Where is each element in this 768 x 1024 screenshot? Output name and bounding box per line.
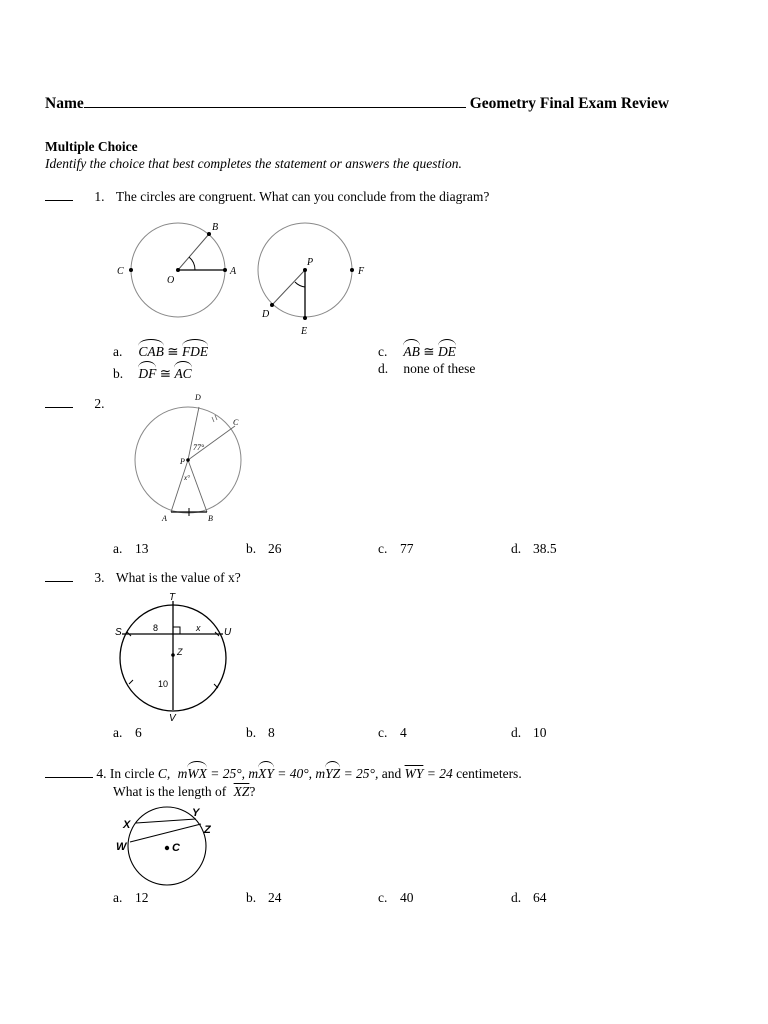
section-instructions: Identify the choice that best completes the statement or answers the question. xyxy=(45,156,462,171)
question-1 xyxy=(45,188,489,205)
q2-diagram xyxy=(125,390,260,530)
q3-label-s: S xyxy=(115,627,122,638)
q4-arc-xy: XY xyxy=(258,762,274,782)
q3-label-10: 10 xyxy=(158,679,169,689)
question-2 xyxy=(45,395,105,412)
q4-choice-b[interactable]: b. 24 xyxy=(246,890,282,905)
q1-diagram xyxy=(100,210,380,340)
q1-a-arc-left: CAB xyxy=(138,340,164,360)
q1-point-b xyxy=(207,232,211,236)
answer-blank-3[interactable] xyxy=(45,569,73,582)
q3-choice-d[interactable]: d. 10 xyxy=(511,725,547,740)
q1-angle-arc-o xyxy=(189,257,195,270)
q2-arc-tick-1 xyxy=(212,417,214,422)
q4-arc-yz: YZ xyxy=(325,762,340,782)
q3-point-z xyxy=(171,653,175,657)
q2-label-x: x° xyxy=(184,474,190,482)
q2-radius-pa xyxy=(171,460,188,512)
q1-point-p xyxy=(303,268,307,272)
question-3 xyxy=(45,569,241,586)
q2-choice-a[interactable]: a. 13 xyxy=(113,541,149,556)
question-text-1: The circles are congruent. What can you conclude from the diagram? xyxy=(115,189,490,204)
q1-point-c xyxy=(129,268,133,272)
q2-choice-c[interactable]: c. 77 xyxy=(378,541,414,556)
page-header xyxy=(45,93,745,113)
q4-chord-wz xyxy=(130,824,201,842)
q1-point-e xyxy=(303,316,307,320)
q4-segment-wy: $\overline{WY}$ xyxy=(404,766,424,781)
question-4: 4. In circle C, mWX = 25°, mXY = 40°, mYZ = 25°, and $\overline{WY} = 24$ centimeters. xyxy=(45,762,522,782)
name-label: Name xyxy=(45,95,84,112)
q2-label-c: C xyxy=(233,418,239,427)
page-title: Geometry Final Exam Review xyxy=(469,95,670,112)
q1-point-f xyxy=(350,268,354,272)
q4-chord-xy xyxy=(136,819,196,823)
section-title: Multiple Choice xyxy=(45,139,138,154)
q3-label-8: 8 xyxy=(153,623,159,633)
question-number-1: 1. xyxy=(94,189,105,204)
q3-choice-a[interactable]: a. 6 xyxy=(113,725,142,740)
q4-choice-c[interactable]: c. 40 xyxy=(378,890,414,905)
q3-choice-b[interactable]: b. 8 xyxy=(246,725,275,740)
q4-choice-d[interactable]: d. 64 xyxy=(511,890,547,905)
q1-choice-a[interactable]: a. CAB ≅ FDE xyxy=(113,340,208,360)
q1-label-c: C xyxy=(117,266,124,277)
q4-segment-xz: $\overline{XZ}$ xyxy=(233,784,250,799)
q2-point-p xyxy=(186,458,190,462)
question-number-4: 4. xyxy=(96,766,107,781)
q1-radius-ob xyxy=(178,234,209,270)
q2-radius-pb xyxy=(188,460,207,512)
q1-c-arc-right: DE xyxy=(438,340,456,360)
q1-label-e: E xyxy=(301,326,308,337)
q1-point-o xyxy=(176,268,180,272)
q1-choice-d[interactable]: d. none of these xyxy=(378,361,476,376)
q4-label-c: C xyxy=(172,842,180,854)
q1-b-arc-left: DF xyxy=(138,362,156,382)
q3-label-z: Z xyxy=(177,647,183,657)
q1-label-f: F xyxy=(358,266,365,277)
q3-tick-1 xyxy=(129,680,133,684)
question-4-line-2: What is the length of $\overline{XZ}$? xyxy=(113,784,256,799)
q1-point-a xyxy=(223,268,227,272)
question-number-3: 3. xyxy=(94,570,105,585)
q2-label-a: A xyxy=(162,514,167,523)
q1-choice-b[interactable]: b. DF ≅ AC xyxy=(113,362,192,382)
q3-right-angle xyxy=(173,627,180,634)
q4-label-y: Y xyxy=(192,807,200,819)
q1-label-d: D xyxy=(262,309,270,320)
q2-label-d: D xyxy=(195,393,201,402)
q3-label-t: T xyxy=(169,592,176,603)
q2-radius-pd xyxy=(188,407,199,460)
q4-label-w: W xyxy=(116,841,127,853)
name-blank-line[interactable] xyxy=(84,93,466,108)
answer-blank-2[interactable] xyxy=(45,395,73,408)
q2-label-angle: 77° xyxy=(193,443,205,452)
q1-angle-arc-p xyxy=(295,282,305,287)
q4-point-c xyxy=(165,846,169,850)
q1-point-d xyxy=(270,303,274,307)
q1-choice-c[interactable]: c. AB ≅ DE xyxy=(378,340,456,360)
q4-label-x: X xyxy=(123,819,131,831)
answer-blank-4[interactable] xyxy=(45,765,93,778)
q2-label-p: P xyxy=(180,457,185,466)
q2-choice-d[interactable]: d. 38.5 xyxy=(511,541,557,556)
q3-diagram xyxy=(110,588,240,724)
q1-radius-pd xyxy=(272,270,305,305)
question-number-2: 2. xyxy=(94,396,105,411)
q1-a-arc-right: FDE xyxy=(182,340,208,360)
q2-choice-b[interactable]: b. 26 xyxy=(246,541,282,556)
answer-blank-1[interactable] xyxy=(45,188,73,201)
q1-label-o: O xyxy=(167,275,175,286)
q3-label-v: V xyxy=(169,713,176,724)
question-text-3: What is the value of x? xyxy=(115,570,241,585)
q2-label-b: B xyxy=(208,514,213,523)
q4-choice-a[interactable]: a. 12 xyxy=(113,890,149,905)
q1-label-p: P xyxy=(307,257,314,268)
q3-label-x: x xyxy=(196,623,201,633)
q3-choice-c[interactable]: c. 4 xyxy=(378,725,407,740)
q1-label-a: A xyxy=(230,266,237,277)
q3-label-u: U xyxy=(224,627,232,638)
q4-label-z: Z xyxy=(204,824,211,836)
q1-c-arc-left: AB xyxy=(403,340,420,360)
q4-diagram xyxy=(110,802,225,892)
q1-b-arc-right: AC xyxy=(174,362,191,382)
q4-arc-wx: WX xyxy=(187,762,207,782)
q1-label-b: B xyxy=(212,222,219,233)
